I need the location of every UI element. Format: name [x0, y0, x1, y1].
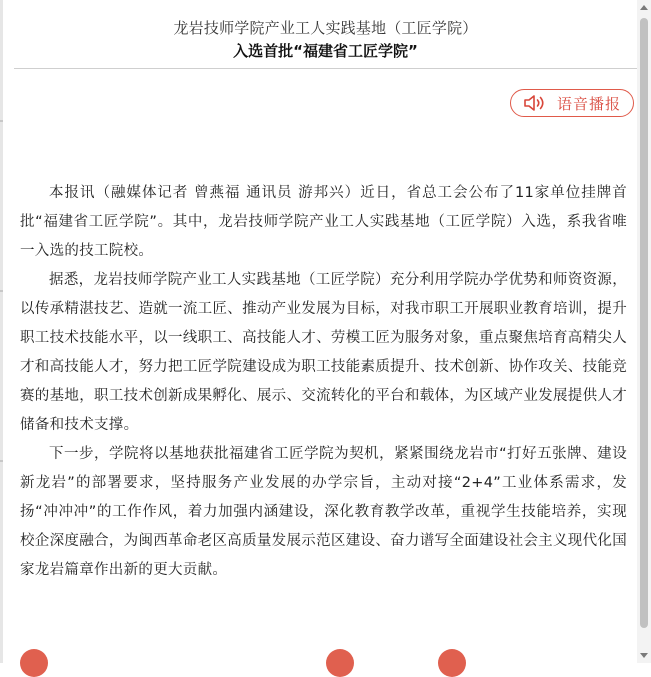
article-title: 入选首批“福建省工匠学院” [233, 42, 418, 60]
audio-row [14, 69, 637, 133]
scroll-down-icon[interactable] [640, 653, 648, 658]
audio-broadcast-label: 语音播报 [557, 94, 622, 113]
rail-tick [0, 290, 3, 292]
article-paragraph: 下一步，学院将以基地获批福建省工匠学院为契机，紧紧围绕龙岩市“打好五张牌、建设新龙岩”的部署要求，坚持服务产业发展的办学宗旨，主动对接“2+4”工业体系需求，发扬“冲冲冲”的工作作风，着力加强内涵建设，深化教育教学改革，重视学生技能培养，实现校企深度融合，为闽西革命老区高质量发展示范区建设、奋力谱写全面建设社会主义现代化国家龙岩篇章作出新的更大贡献。 [20, 446, 627, 578]
article-subtitle: 龙岩技师学院产业工人实践基地（工匠学院） [173, 19, 478, 37]
bottom-action-icon[interactable] [438, 649, 466, 677]
article-body [14, 179, 637, 585]
article-paragraph: 据悉，龙岩技师学院产业工人实践基地（工匠学院）充分利用学院办学优势和师资资源，以传承精湛技艺、造就一流工匠、推动产业发展为目标，对我市职工开展职业教育培训，提升职工技术技能水平，以一线职工、高技能人才、劳模工匠为服务对象，重点聚焦培育高精尖人才和高技能人才，努力把工匠学院建设成为职工技能素质提升、技术创新、协作攻关、技能竞赛的基地，职工技术创新成果孵化、展示、交流转化的平台和载体，为区域产业发展提供人才储备和技术支撑。 [20, 272, 627, 433]
speaker-icon [523, 94, 549, 112]
scroll-up-icon[interactable] [640, 5, 648, 10]
bottom-action-icon[interactable] [20, 649, 48, 677]
bottom-action-icon[interactable] [326, 649, 354, 677]
scrollbar-thumb[interactable] [640, 18, 648, 628]
audio-broadcast-button[interactable] [510, 89, 634, 117]
left-rail [0, 0, 3, 663]
vertical-scrollbar[interactable] [637, 0, 651, 663]
rail-tick [0, 460, 3, 462]
article-container [14, 0, 637, 585]
rail-tick [0, 120, 3, 122]
article-paragraph: 本报讯（融媒体记者 曾燕福 通讯员 游邦兴）近日，省总工会公布了11家单位挂牌首批“福建省工匠学院”。其中，龙岩技师学院产业工人实践基地（工匠学院）入选，系我省唯一入选的技工院校。 [20, 185, 627, 259]
